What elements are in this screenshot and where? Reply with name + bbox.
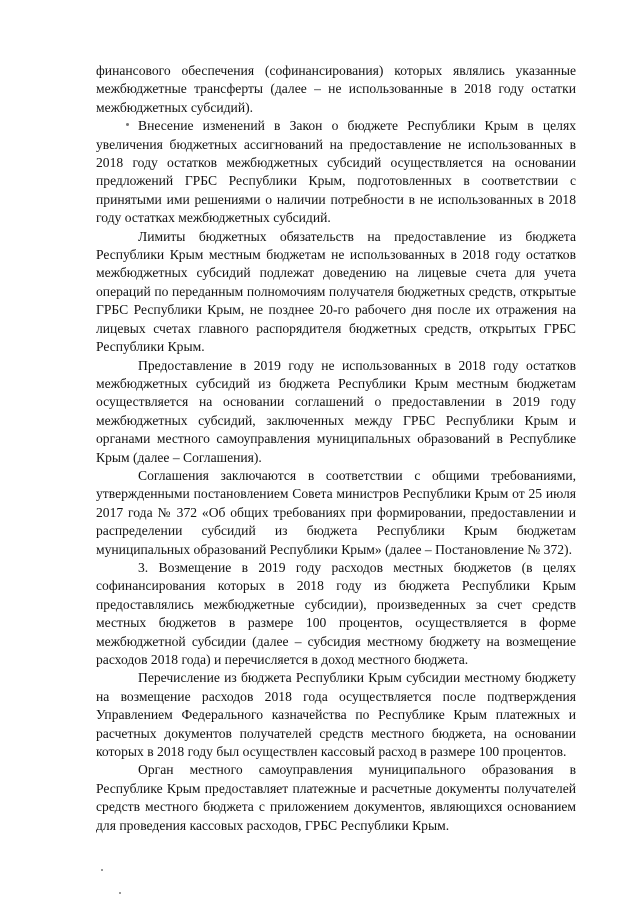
paragraph-agreements: Соглашения заключаются в соответствии с общими требованиями, утвержденными постановлением Совета министров Республики Крым от 25 июля 2017 года № 372 «Об общих требованиях при формировании, предоставлении и распределении субсидий из бюджета Республики Крым бюджетам муниципальных образований Республики Крым» (далее – Постановление № 372). bbox=[96, 467, 576, 557]
paragraph-provision-2019: Предоставление в 2019 году не использованных в 2018 году остатков межбюджетных субсидий из бюджета Республики Крым местным бюджетам осуществляется на основании соглашений о предоставлении в 2019 году межбюджетных субсидий, заключенных между ГРБС Республики Крым и органами местного самоуправления муниципальных образований в Республике Крым (далее – Соглашения). bbox=[96, 357, 576, 465]
paragraph-local-authority-documents: Орган местного самоуправления муниципального образования в Республике Крым предоставляет платежные и расчетные документы получателей средств местного бюджета с приложением документов, являющихся основанием для проведения кассовых расходов, ГРБС Республики Крым. bbox=[96, 762, 576, 833]
scan-speck bbox=[101, 869, 103, 871]
scan-speck bbox=[126, 123, 129, 126]
paragraph-transfer-subsidy: Перечисление из бюджета Республики Крым субсидии местному бюджету на возмещение расходов 2018 года осуществляется после подтверждения Управлением Федерального казначейства по Республике Крым платежных и расчетных документов получателей средств местного бюджета, на основании которых в 2018 году был осуществлен кассовый расход в размере 100 процентов. bbox=[96, 670, 576, 760]
scan-speck bbox=[119, 892, 121, 894]
paragraph-budget-law-amendments: Внесение изменений в Закон о бюджете Республики Крым в целях увеличения бюджетных ассигнований на предоставление не использованных в 2018 году остатков межбюджетных субсидий осуществляется на основании предложений ГРБС Республики Крым, подготовленных в соответствии с принятыми ими решениями о наличии потребности в не использованных в 2018 году остатках межбюджетных субсидий. bbox=[96, 118, 576, 226]
paragraph-item-3-reimbursement: 3. Возмещение в 2019 году расходов местных бюджетов (в целях софинансирования которых в 2018 году из бюджета Республики Крым предоставлялись межбюджетные субсидии), произведенных за счет средств местных бюджетов в размере 100 процентов, осуществляется в форме межбюджетной субсидии (далее – субсидия местному бюджету на возмещение расходов 2018 года) и перечисляется в доход местного бюджета. bbox=[96, 559, 576, 667]
paragraph-continuation: финансового обеспечения (софинансирования) которых являлись указанные межбюджетные трансферты (далее – не использованные в 2018 году остатки межбюджетных субсидий). bbox=[96, 63, 576, 115]
paragraph-budget-limits: Лимиты бюджетных обязательств на предоставление из бюджета Республики Крым местным бюджетам не использованных в 2018 году остатков межбюджетных субсидий подлежат доведению на лицевые счета для учета операций по переданным полномочиям получателя бюджетных средств, открытые ГРБС Республики Крым, не позднее 20-го рабочего дня после их отражения на лицевых счетах главного распорядителя бюджетных средств, открытых ГРБС Республики Крым. bbox=[96, 228, 576, 355]
